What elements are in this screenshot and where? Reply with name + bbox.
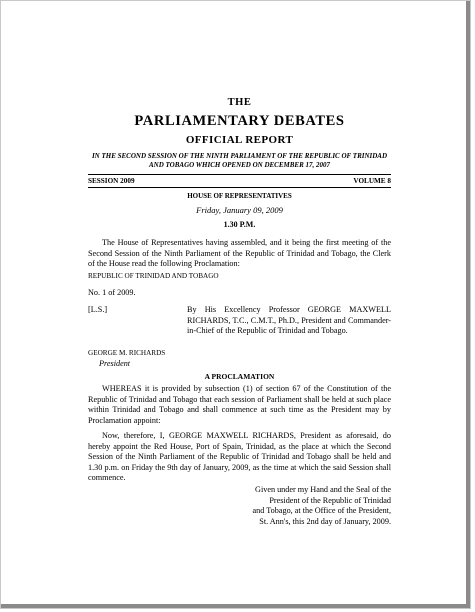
- now-therefore-paragraph: Now, therefore, I, GEORGE MAXWELL RICHARDS, President as aforesaid, do hereby appoint the Red House, Port of Spain, Trinidad, as the place at which the Second Session of the Ninth Parliament of the Republic of Trinidad and Tobago shall be held and 1.30 p.m. on Friday the 9th day of January, 2009, as the time at which the said Session shall commence.: [88, 431, 391, 483]
- signatory-name: GEORGE M. RICHARDS: [88, 349, 166, 357]
- his-excellency-paragraph: By His Excellency Professor GEORGE MAXWELL RICHARDS, T.C., C.M.T., Ph.D., President and Commander-in-Chief of the Republic of Trinidad and Tobago.: [187, 305, 391, 336]
- volume-label: VOLUME 8: [353, 177, 391, 185]
- republic-line: REPUBLIC OF TRINIDAD AND TOBAGO: [88, 272, 219, 280]
- session-label: SESSION 2009: [88, 177, 135, 185]
- proclamation-heading: A PROCLAMATION: [204, 372, 275, 381]
- official-report-heading: OFFICIAL REPORT: [185, 134, 294, 146]
- bottom-rule: [88, 187, 391, 188]
- proclamation-number: No. 1 of 2009.: [88, 288, 136, 297]
- house-heading: HOUSE OF REPRESENTATIVES: [187, 192, 292, 200]
- top-rule: [88, 174, 391, 175]
- seal-mark: [L.S.]: [88, 305, 108, 314]
- given-under-hand-block: Given under my Hand and the Seal of the President of the Republic of Trinidad and Tobago, at the Office of the President, St. Ann's, this 2nd day of January, 2009.: [252, 485, 391, 526]
- document-title: PARLIAMENTARY DEBATES: [134, 113, 345, 129]
- signatory-title: President: [99, 359, 131, 368]
- sitting-date: Friday, January 09, 2009: [196, 205, 283, 215]
- session-subtitle: IN THE SECOND SESSION OF THE NINTH PARLIAMENT OF THE REPUBLIC OF TRINIDAD AND TOBAGO WHICH OPENED ON DECEMBER 17, 2007: [91, 152, 388, 169]
- sitting-time: 1.30 P.M.: [223, 220, 256, 229]
- whereas-paragraph: WHEREAS it is provided by subsection (1) of section 67 of the Constitution of the Republic of Trinidad and Tobago that each session of Parliament shall be held at such place within Trinidad and Tobago and shall commence at such time as the President may by Proclamation appoint:: [88, 384, 391, 425]
- opening-paragraph: The House of Representatives having assembled, and it being the first meeting of the Second Session of the Ninth Parliament of the Republic of Trinidad and Tobago, the Clerk of the House read the following Proclamation:: [88, 238, 391, 269]
- header-the: THE: [227, 97, 252, 108]
